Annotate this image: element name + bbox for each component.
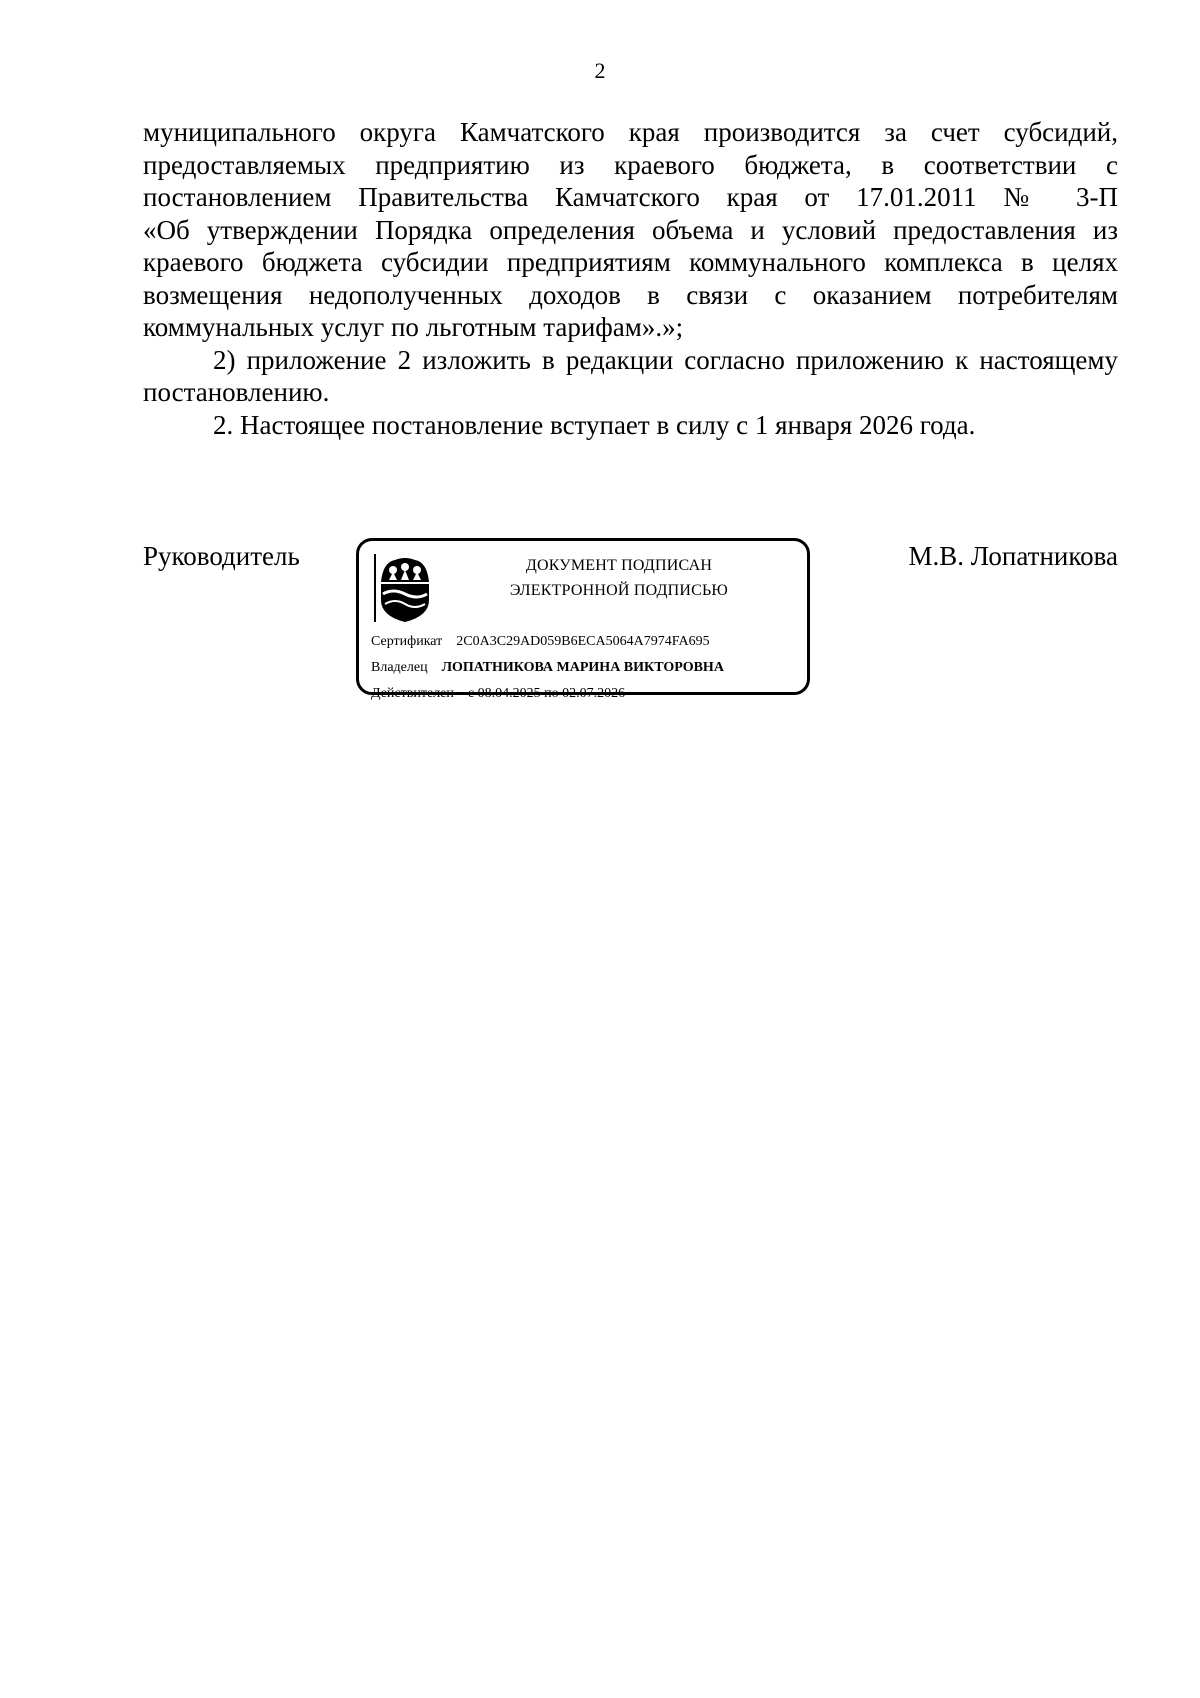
signatory-role: Руководитель: [143, 541, 300, 571]
paragraph-line: краевого бюджета субсидии предприятиям коммунального комплекса в целях: [143, 247, 1118, 277]
paragraph-line: возмещения недополученных доходов в связи с оказанием потребителям: [143, 279, 1118, 310]
signatory-name: М.В. Лопатникова: [908, 541, 1118, 571]
paragraph-line: «Об утверждении Порядка определения объема и условий предоставления из: [143, 214, 1118, 245]
stamp-title-line: ДОКУМЕНТ ПОДПИСАН: [525, 557, 713, 574]
stamp-title: [449, 553, 789, 603]
certificate-label: Сертификат: [371, 634, 443, 649]
stamp-owner-row: [371, 659, 724, 677]
kamchatka-coat-of-arms-icon: [373, 552, 437, 624]
paragraph-appendix: 2) приложение 2 изложить в редакции согласно приложению к настоящему постановлению.: [143, 344, 1118, 407]
stamp-certificate-row: [371, 633, 710, 651]
stamp-validity-row: [371, 685, 625, 703]
owner-label: Владелец: [371, 660, 428, 675]
paragraph-line: муниципального округа Камчатского края производится за счет субсидий,: [143, 117, 1118, 147]
page-number: 2: [594, 58, 606, 83]
validity-label: Действителен: [371, 686, 454, 701]
document-body: [143, 116, 1118, 441]
paragraph-line: предоставляемых предприятию из краевого бюджета, в соответствии с: [143, 149, 1118, 180]
stamp-title-line: ЭЛЕКТРОННОЙ ПОДПИСЬЮ: [509, 582, 729, 599]
paragraph-continuation: [143, 116, 1118, 344]
certificate-value: 2C0A3C29AD059B6ECA5064A7974FA695: [456, 634, 710, 649]
electronic-signature-stamp: [356, 538, 810, 701]
paragraph-line: постановлением Правительства Камчатского края от 17.01.2011 № 3-П: [143, 182, 1118, 212]
paragraph-line: коммунальных услуг по льготным тарифам».»;: [143, 312, 684, 342]
paragraph-effective-date: 2. Настоящее постановление вступает в силу с 1 января 2026 года.: [213, 409, 976, 440]
owner-value: ЛОПАТНИКОВА МАРИНА ВИКТОРОВНА: [441, 660, 724, 675]
validity-value: с 08.04.2025 по 02.07.2026: [467, 686, 626, 701]
